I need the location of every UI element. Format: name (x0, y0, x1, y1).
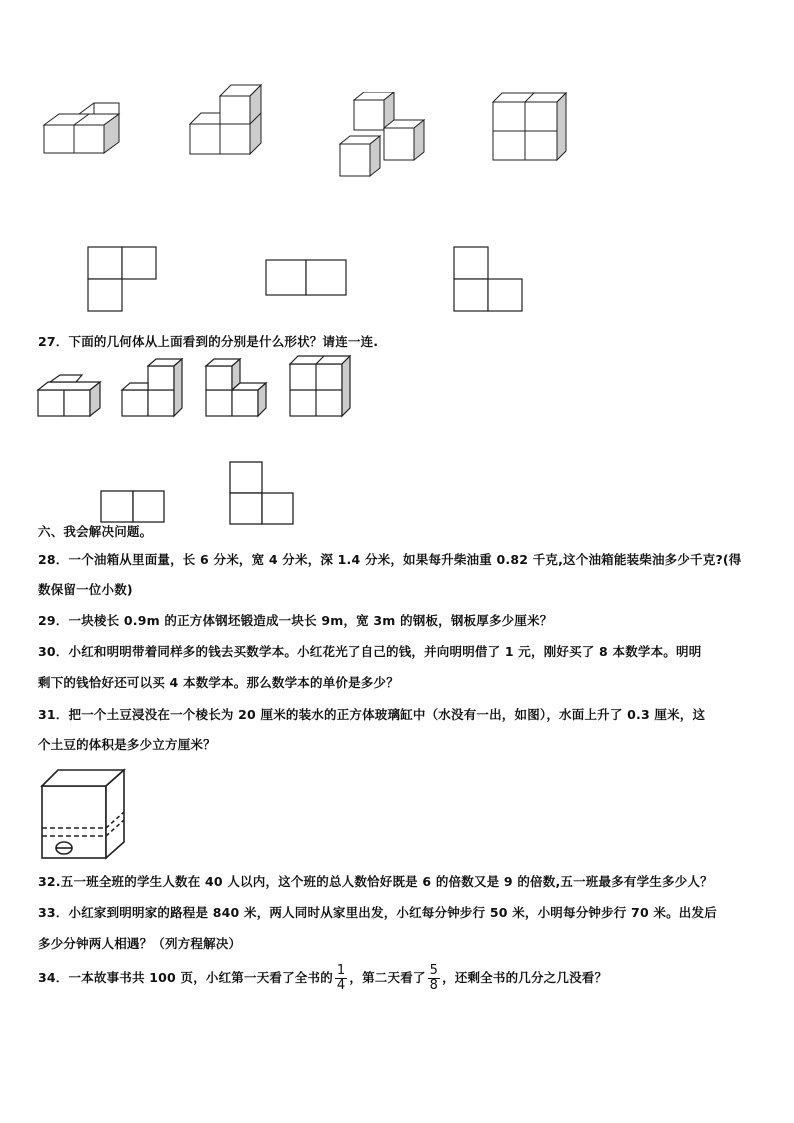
fraction-one-quarter (335, 964, 347, 993)
question-33-line-1: 33．小红家到明明家的路程是 840 米，两人同时从家里出发，小红每分钟步行 50 米，小明每分钟步行 70 米。出发后 (38, 905, 717, 920)
question-31-line-2: 个土豆的体积是多少立方厘米？ (38, 737, 216, 752)
question-30-line-1: 30．小红和明明带着同样多的钱去买数学本。小红花光了自己的钱，并向明明借了 1 元，刚好买了 8 本数学本。明明 (38, 644, 702, 659)
q27-solid-3 (204, 358, 270, 418)
fraction-1-denominator: 4 (336, 978, 346, 993)
q27-solid-1 (36, 374, 102, 418)
question-34-part-2: ，第二天看了 (349, 970, 426, 985)
question-28-line-1: 28．一个油箱从里面量，长 6 分米，宽 4 分米，深 1.4 分米，如果每升柴油重 0.82 千克,这个油箱能装柴油多少千克?(得 (38, 552, 742, 567)
q27-solid-4 (288, 354, 352, 418)
question-27: 27．下面的几何体从上面看到的分别是什么形状？请连一连. (38, 334, 379, 349)
solid-figure-d (490, 90, 570, 162)
section-heading-6: 六、我会解决问题。 (38, 524, 153, 539)
question-33-line-2: 多少分钟两人相遇？（列方程解决） (38, 936, 242, 951)
top-view-two-squares (264, 258, 348, 298)
fraction-five-eighths (428, 964, 440, 993)
fraction-2-denominator: 8 (429, 978, 439, 993)
question-29: 29．一块棱长 0.9m 的正方体钢坯锻造成一块长 9m，宽 3m 的钢板，钢板厚多少厘米？ (38, 613, 553, 628)
q27-solid-2 (120, 358, 186, 418)
question-28-line-2: 数保留一位小数) (38, 582, 133, 597)
question-31-line-1: 31．把一个土豆浸没在一个棱长为 20 厘米的装水的正方体玻璃缸中（水没有一出，如图），水面上升了 0.3 厘米，这 (38, 707, 706, 722)
solid-figure-b (188, 82, 264, 156)
top-view-step-shape (452, 245, 526, 313)
glass-tank-diagram (38, 766, 128, 862)
question-34-part-1: 34．一本故事书共 100 页，小红第一天看了全书的 (38, 970, 333, 985)
solid-figure-c (338, 92, 430, 178)
q27-view-step-shape (228, 460, 296, 526)
question-30-line-2: 剩下的钱恰好还可以买 4 本数学本。那么数学本的单价是多少？ (38, 675, 399, 690)
top-view-l-shape (86, 245, 158, 313)
question-34 (38, 964, 763, 993)
fraction-1-numerator: 1 (336, 963, 346, 978)
question-34-part-3: ，还剩全书的几分之几没看？ (442, 970, 608, 985)
solid-figure-a (42, 98, 122, 156)
fraction-2-numerator: 5 (429, 963, 439, 978)
question-32: 32.五一班全班的学生人数在 40 人以内，这个班的总人数恰好既是 6 的倍数又是 9 的倍数,五一班最多有学生多少人？ (38, 874, 713, 889)
